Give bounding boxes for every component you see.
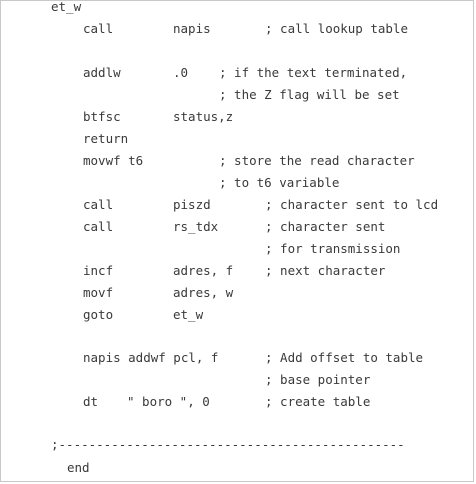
instr-call-napis: call — [83, 21, 114, 36]
instr-dt: dt — [83, 394, 99, 409]
label-et-w: et_w — [51, 0, 82, 14]
operand-piszd: piszd — [173, 197, 211, 212]
operand-napis: napis — [173, 21, 211, 36]
comment-next-char: ; next character — [265, 263, 386, 278]
operand-et-w: et_w — [173, 307, 204, 322]
instr-call-piszd: call — [83, 197, 114, 212]
comment-t6-variable: ; to t6 variable — [219, 175, 340, 190]
comment-sent-lcd: ; character sent to lcd — [265, 197, 439, 212]
instr-call-rs-tdx: call — [83, 219, 114, 234]
comment-create-table: ; create table — [265, 394, 371, 409]
separator-line: ;---------------------------------------------- — [51, 437, 405, 452]
instr-addlw: addlw — [83, 65, 121, 80]
instr-movwf-t6: movwf t6 — [83, 153, 144, 168]
instr-incf: incf — [83, 263, 114, 278]
comment-add-offset: ; Add offset to table — [265, 350, 424, 365]
operand-zero: .0 — [173, 65, 189, 80]
comment-text-terminated: ; if the text terminated, — [219, 65, 408, 80]
operand-status-z: status,z — [173, 109, 234, 124]
operand-rs-tdx: rs_tdx — [173, 219, 219, 234]
assembly-code-block — [1, 1, 473, 481]
instr-movf: movf — [83, 285, 114, 300]
comment-call-lookup: ; call lookup table — [265, 21, 408, 36]
instr-return: return — [83, 131, 129, 146]
instr-napis-addwf: napis addwf pcl, f — [83, 350, 219, 365]
operand-adres-f: adres, f — [173, 263, 234, 278]
comment-for-transmission: ; for transmission — [265, 241, 401, 256]
comment-base-pointer: ; base pointer — [265, 372, 371, 387]
instr-btfsc: btfsc — [83, 109, 121, 124]
operand-adres-w: adres, w — [173, 285, 234, 300]
comment-store-char: ; store the read character — [219, 153, 415, 168]
instr-goto: goto — [83, 307, 114, 322]
end-directive: end — [67, 460, 90, 475]
operand-boro-string: " boro ", 0 — [127, 394, 210, 409]
comment-char-sent: ; character sent — [265, 219, 386, 234]
comment-z-flag: ; the Z flag will be set — [219, 87, 400, 102]
